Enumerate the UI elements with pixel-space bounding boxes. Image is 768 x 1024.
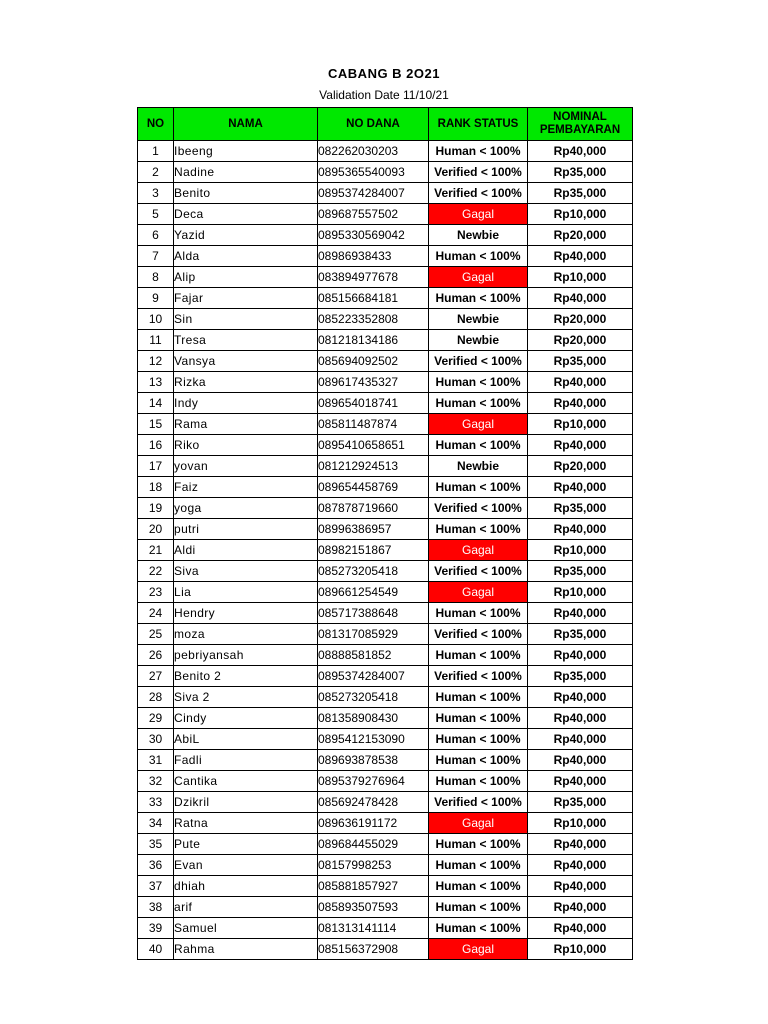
cell-nama: Benito 2: [174, 666, 318, 687]
cell-nama: Ibeeng: [174, 141, 318, 162]
cell-rank-status: Verified < 100%: [429, 666, 528, 687]
table-row: [138, 771, 633, 792]
cell-no-dana: 089693878538: [318, 750, 429, 771]
cell-nama: Cindy: [174, 708, 318, 729]
table-row: [138, 939, 633, 960]
cell-no-dana: 085881857927: [318, 876, 429, 897]
cell-nominal: Rp40,000: [528, 372, 633, 393]
cell-nama: Faiz: [174, 477, 318, 498]
cell-nama: Benito: [174, 183, 318, 204]
cell-rank-status: Human < 100%: [429, 729, 528, 750]
cell-nama: Yazid: [174, 225, 318, 246]
cell-nama: yovan: [174, 456, 318, 477]
table-header-row: [138, 108, 633, 141]
cell-nama: arif: [174, 897, 318, 918]
cell-no: 10: [138, 309, 174, 330]
table-row: [138, 141, 633, 162]
col-header-no-dana: NO DANA: [318, 108, 429, 141]
cell-no: 28: [138, 687, 174, 708]
cell-rank-status: Newbie: [429, 456, 528, 477]
cell-no-dana: 082262030203: [318, 141, 429, 162]
cell-nominal: Rp40,000: [528, 708, 633, 729]
cell-nominal: Rp20,000: [528, 456, 633, 477]
cell-no: 2: [138, 162, 174, 183]
payment-table: [137, 107, 633, 960]
cell-rank-status: Human < 100%: [429, 855, 528, 876]
page-title: CABANG B 2O21: [328, 66, 440, 81]
cell-no: 34: [138, 813, 174, 834]
table-row: [138, 267, 633, 288]
cell-nama: Dzikril: [174, 792, 318, 813]
cell-nominal: Rp35,000: [528, 162, 633, 183]
validation-date: Validation Date 11/10/21: [319, 88, 449, 102]
table-row: [138, 540, 633, 561]
cell-nama: Cantika: [174, 771, 318, 792]
cell-no-dana: 089654018741: [318, 393, 429, 414]
cell-no: 1: [138, 141, 174, 162]
cell-no: 40: [138, 939, 174, 960]
cell-no: 32: [138, 771, 174, 792]
table-row: [138, 729, 633, 750]
cell-no-dana: 0895374284007: [318, 666, 429, 687]
cell-no: 8: [138, 267, 174, 288]
cell-rank-status: Verified < 100%: [429, 183, 528, 204]
cell-no: 31: [138, 750, 174, 771]
table-row: [138, 624, 633, 645]
table-row: [138, 813, 633, 834]
table-row: [138, 918, 633, 939]
cell-rank-status: Human < 100%: [429, 393, 528, 414]
cell-nominal: Rp10,000: [528, 267, 633, 288]
cell-nominal: Rp20,000: [528, 225, 633, 246]
cell-rank-status: Newbie: [429, 225, 528, 246]
table-row: [138, 183, 633, 204]
cell-nama: Siva: [174, 561, 318, 582]
cell-nama: moza: [174, 624, 318, 645]
cell-no-dana: 089661254549: [318, 582, 429, 603]
table-row: [138, 708, 633, 729]
cell-nominal: Rp20,000: [528, 330, 633, 351]
table-row: [138, 351, 633, 372]
cell-nama: Ratna: [174, 813, 318, 834]
cell-nama: Samuel: [174, 918, 318, 939]
cell-nama: Nadine: [174, 162, 318, 183]
cell-nominal: Rp40,000: [528, 750, 633, 771]
cell-no-dana: 08986938433: [318, 246, 429, 267]
table-row: [138, 687, 633, 708]
cell-nominal: Rp35,000: [528, 624, 633, 645]
cell-rank-status: Human < 100%: [429, 519, 528, 540]
cell-nama: AbiL: [174, 729, 318, 750]
cell-rank-status: Gagal: [429, 582, 528, 603]
cell-no-dana: 081212924513: [318, 456, 429, 477]
cell-nama: Rama: [174, 414, 318, 435]
cell-rank-status: Human < 100%: [429, 603, 528, 624]
table-row: [138, 792, 633, 813]
table-row: [138, 834, 633, 855]
cell-nominal: Rp20,000: [528, 309, 633, 330]
cell-rank-status: Human < 100%: [429, 876, 528, 897]
cell-rank-status: Human < 100%: [429, 918, 528, 939]
cell-nama: Rizka: [174, 372, 318, 393]
cell-no-dana: 085893507593: [318, 897, 429, 918]
cell-no-dana: 0895412153090: [318, 729, 429, 750]
cell-no-dana: 089687557502: [318, 204, 429, 225]
cell-rank-status: Verified < 100%: [429, 498, 528, 519]
cell-no: 26: [138, 645, 174, 666]
cell-nama: Indy: [174, 393, 318, 414]
cell-rank-status: Gagal: [429, 204, 528, 225]
cell-nominal: Rp10,000: [528, 582, 633, 603]
table-row: [138, 393, 633, 414]
cell-no-dana: 08157998253: [318, 855, 429, 876]
table-row: [138, 225, 633, 246]
cell-rank-status: Human < 100%: [429, 708, 528, 729]
cell-nominal: Rp40,000: [528, 729, 633, 750]
cell-nama: Rahma: [174, 939, 318, 960]
cell-no: 33: [138, 792, 174, 813]
cell-rank-status: Gagal: [429, 939, 528, 960]
cell-no-dana: 0895365540093: [318, 162, 429, 183]
cell-rank-status: Gagal: [429, 267, 528, 288]
cell-no: 20: [138, 519, 174, 540]
cell-nominal: Rp40,000: [528, 687, 633, 708]
cell-nominal: Rp10,000: [528, 204, 633, 225]
cell-nominal: Rp40,000: [528, 834, 633, 855]
cell-rank-status: Verified < 100%: [429, 561, 528, 582]
cell-rank-status: Verified < 100%: [429, 351, 528, 372]
cell-no: 19: [138, 498, 174, 519]
cell-no: 12: [138, 351, 174, 372]
cell-no: 29: [138, 708, 174, 729]
table-row: [138, 855, 633, 876]
table-row: [138, 897, 633, 918]
cell-no-dana: 081218134186: [318, 330, 429, 351]
cell-no-dana: 085156372908: [318, 939, 429, 960]
cell-rank-status: Verified < 100%: [429, 624, 528, 645]
cell-no-dana: 089636191172: [318, 813, 429, 834]
table-row: [138, 309, 633, 330]
cell-rank-status: Human < 100%: [429, 372, 528, 393]
cell-nama: Deca: [174, 204, 318, 225]
cell-rank-status: Human < 100%: [429, 246, 528, 267]
cell-nama: pebriyansah: [174, 645, 318, 666]
cell-no: 18: [138, 477, 174, 498]
cell-no: 9: [138, 288, 174, 309]
cell-nama: Tresa: [174, 330, 318, 351]
cell-rank-status: Verified < 100%: [429, 792, 528, 813]
cell-nama: Lia: [174, 582, 318, 603]
cell-no: 38: [138, 897, 174, 918]
cell-rank-status: Human < 100%: [429, 645, 528, 666]
cell-no: 35: [138, 834, 174, 855]
cell-no: 6: [138, 225, 174, 246]
cell-no-dana: 0895410658651: [318, 435, 429, 456]
cell-nama: Siva 2: [174, 687, 318, 708]
cell-rank-status: Human < 100%: [429, 897, 528, 918]
cell-nominal: Rp35,000: [528, 792, 633, 813]
cell-no: 24: [138, 603, 174, 624]
table-row: [138, 456, 633, 477]
table-row: [138, 372, 633, 393]
cell-rank-status: Human < 100%: [429, 288, 528, 309]
cell-no-dana: 089654458769: [318, 477, 429, 498]
cell-rank-status: Gagal: [429, 414, 528, 435]
cell-no-dana: 08996386957: [318, 519, 429, 540]
cell-nominal: Rp40,000: [528, 519, 633, 540]
cell-rank-status: Human < 100%: [429, 750, 528, 771]
cell-no: 15: [138, 414, 174, 435]
cell-nominal: Rp40,000: [528, 141, 633, 162]
table-row: [138, 603, 633, 624]
cell-rank-status: Human < 100%: [429, 834, 528, 855]
cell-nama: Vansya: [174, 351, 318, 372]
cell-nominal: Rp40,000: [528, 477, 633, 498]
cell-no: 3: [138, 183, 174, 204]
cell-nominal: Rp40,000: [528, 645, 633, 666]
cell-no-dana: 085692478428: [318, 792, 429, 813]
cell-nominal: Rp40,000: [528, 288, 633, 309]
table-row: [138, 876, 633, 897]
cell-nominal: Rp35,000: [528, 666, 633, 687]
cell-no-dana: 089617435327: [318, 372, 429, 393]
cell-nominal: Rp40,000: [528, 855, 633, 876]
cell-nama: Pute: [174, 834, 318, 855]
table-row: [138, 750, 633, 771]
cell-no: 36: [138, 855, 174, 876]
cell-nominal: Rp40,000: [528, 876, 633, 897]
cell-no-dana: 08888581852: [318, 645, 429, 666]
cell-no-dana: 0895379276964: [318, 771, 429, 792]
cell-nama: Sin: [174, 309, 318, 330]
cell-nominal: Rp40,000: [528, 897, 633, 918]
cell-no: 5: [138, 204, 174, 225]
cell-rank-status: Verified < 100%: [429, 162, 528, 183]
col-header-nominal: NOMINAL PEMBAYARAN: [528, 108, 633, 141]
cell-rank-status: Gagal: [429, 813, 528, 834]
cell-nominal: Rp10,000: [528, 540, 633, 561]
table-row: [138, 246, 633, 267]
cell-no: 7: [138, 246, 174, 267]
cell-rank-status: Human < 100%: [429, 687, 528, 708]
cell-no-dana: 085811487874: [318, 414, 429, 435]
cell-nama: Alip: [174, 267, 318, 288]
cell-no-dana: 089684455029: [318, 834, 429, 855]
cell-no-dana: 085223352808: [318, 309, 429, 330]
cell-nominal: Rp35,000: [528, 561, 633, 582]
table-row: [138, 519, 633, 540]
cell-no-dana: 087878719660: [318, 498, 429, 519]
cell-nominal: Rp10,000: [528, 813, 633, 834]
col-header-nama: NAMA: [174, 108, 318, 141]
table-row: [138, 414, 633, 435]
table-row: [138, 435, 633, 456]
cell-nominal: Rp40,000: [528, 603, 633, 624]
cell-nominal: Rp35,000: [528, 498, 633, 519]
cell-no-dana: 085717388648: [318, 603, 429, 624]
cell-no: 23: [138, 582, 174, 603]
cell-nama: Aldi: [174, 540, 318, 561]
cell-nominal: Rp35,000: [528, 351, 633, 372]
cell-no-dana: 0895374284007: [318, 183, 429, 204]
table-row: [138, 288, 633, 309]
cell-no-dana: 085273205418: [318, 687, 429, 708]
cell-no: 22: [138, 561, 174, 582]
cell-nama: dhiah: [174, 876, 318, 897]
cell-no: 39: [138, 918, 174, 939]
cell-rank-status: Gagal: [429, 540, 528, 561]
cell-no: 37: [138, 876, 174, 897]
cell-nominal: Rp40,000: [528, 771, 633, 792]
table-row: [138, 330, 633, 351]
cell-nominal: Rp10,000: [528, 939, 633, 960]
cell-no: 13: [138, 372, 174, 393]
cell-nama: Fadli: [174, 750, 318, 771]
table-row: [138, 204, 633, 225]
cell-no: 25: [138, 624, 174, 645]
cell-nominal: Rp40,000: [528, 435, 633, 456]
table-row: [138, 666, 633, 687]
cell-nominal: Rp40,000: [528, 393, 633, 414]
cell-nama: putri: [174, 519, 318, 540]
cell-no-dana: 081313141114: [318, 918, 429, 939]
cell-nama: Evan: [174, 855, 318, 876]
table-row: [138, 162, 633, 183]
cell-nama: Hendry: [174, 603, 318, 624]
cell-no-dana: 081317085929: [318, 624, 429, 645]
cell-rank-status: Human < 100%: [429, 435, 528, 456]
cell-no: 14: [138, 393, 174, 414]
cell-no-dana: 085156684181: [318, 288, 429, 309]
cell-nama: yoga: [174, 498, 318, 519]
cell-nominal: Rp40,000: [528, 246, 633, 267]
cell-no: 17: [138, 456, 174, 477]
cell-rank-status: Human < 100%: [429, 477, 528, 498]
cell-no-dana: 081358908430: [318, 708, 429, 729]
col-header-rank-status: RANK STATUS: [429, 108, 528, 141]
table-row: [138, 582, 633, 603]
cell-no-dana: 085694092502: [318, 351, 429, 372]
cell-nama: Alda: [174, 246, 318, 267]
cell-nama: Fajar: [174, 288, 318, 309]
table-row: [138, 498, 633, 519]
cell-no: 30: [138, 729, 174, 750]
table-row: [138, 645, 633, 666]
cell-nominal: Rp10,000: [528, 414, 633, 435]
cell-rank-status: Human < 100%: [429, 771, 528, 792]
cell-no: 21: [138, 540, 174, 561]
cell-no-dana: 085273205418: [318, 561, 429, 582]
cell-no-dana: 0895330569042: [318, 225, 429, 246]
cell-no-dana: 08982151867: [318, 540, 429, 561]
table-row: [138, 477, 633, 498]
cell-no-dana: 083894977678: [318, 267, 429, 288]
cell-nominal: Rp35,000: [528, 183, 633, 204]
cell-rank-status: Newbie: [429, 330, 528, 351]
col-header-no: NO: [138, 108, 174, 141]
cell-no: 27: [138, 666, 174, 687]
cell-rank-status: Newbie: [429, 309, 528, 330]
table-body: [138, 141, 633, 960]
cell-nama: Riko: [174, 435, 318, 456]
cell-rank-status: Human < 100%: [429, 141, 528, 162]
cell-no: 11: [138, 330, 174, 351]
table-row: [138, 561, 633, 582]
cell-no: 16: [138, 435, 174, 456]
cell-nominal: Rp40,000: [528, 918, 633, 939]
